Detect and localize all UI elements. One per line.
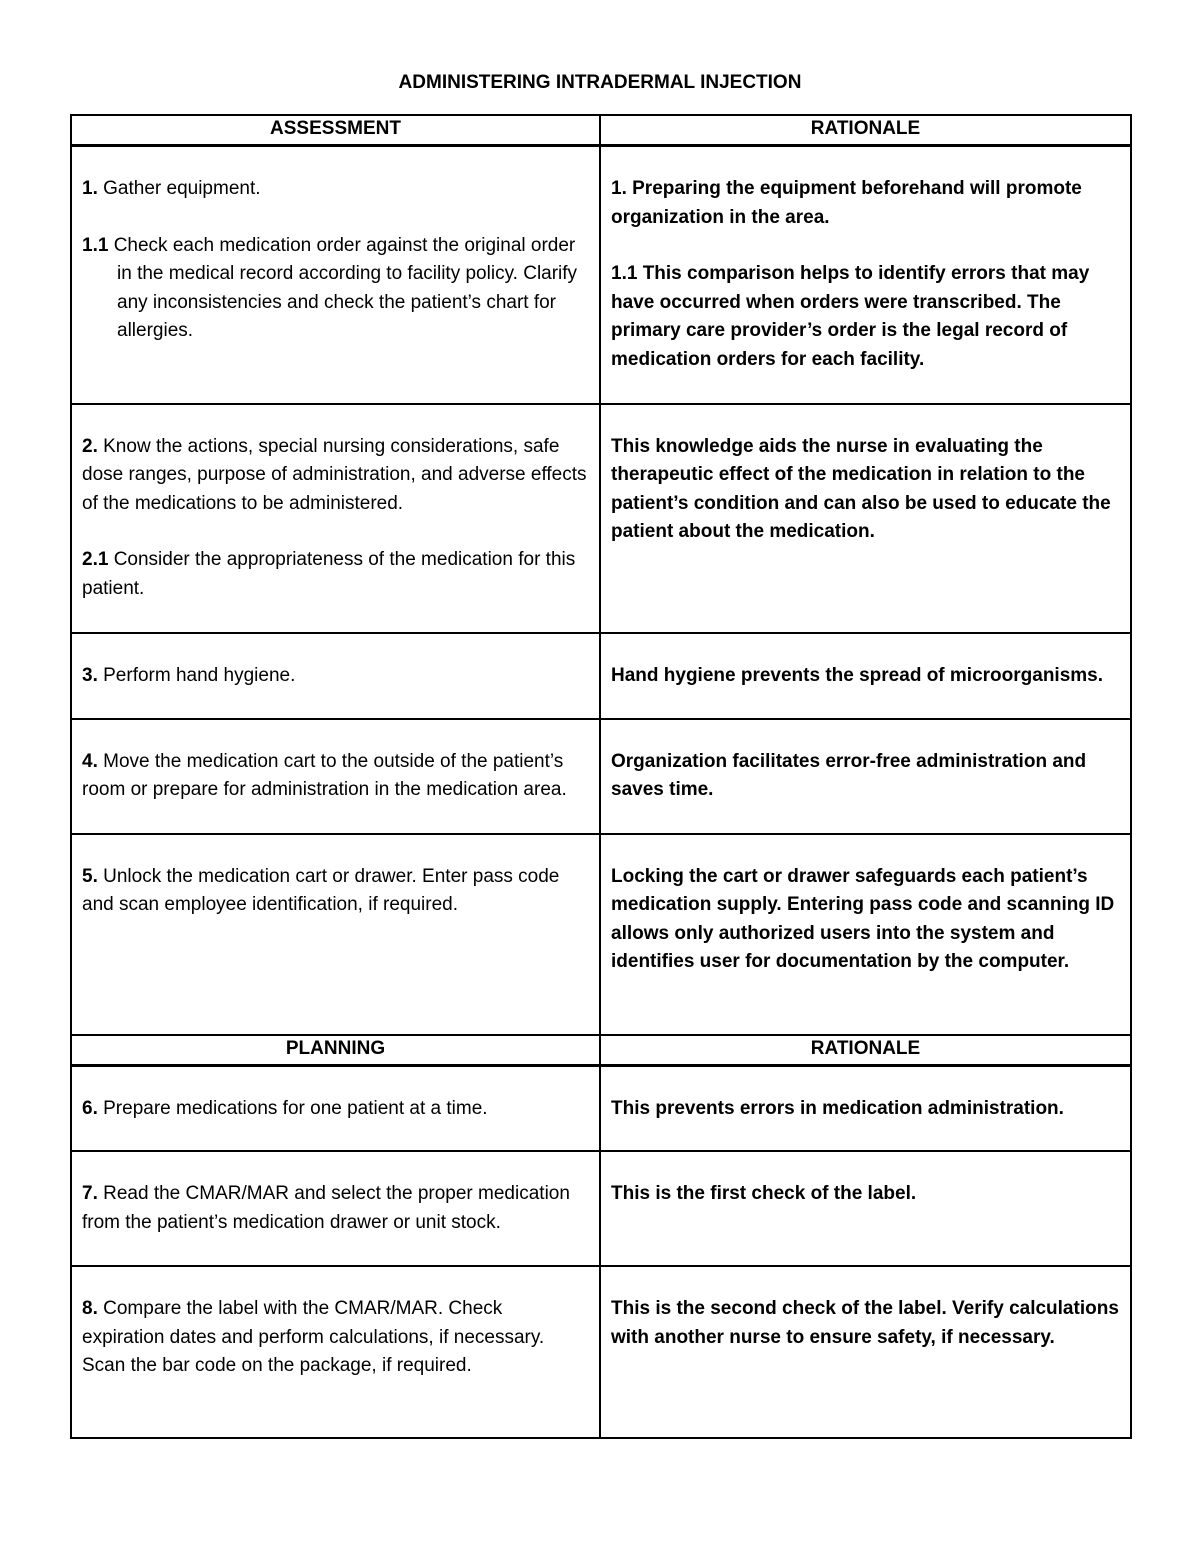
rationale-text: Organization facilitates error-free administration and saves time. [611, 750, 1087, 801]
step-cell [71, 834, 600, 1035]
table-row [71, 404, 1131, 633]
step-number: 3. [82, 664, 98, 686]
rationale-text: This is the second check of the label. Verify calculations with another nurse to ensure safety, if necessary. [611, 1298, 1119, 1348]
header-planning: PLANNING [71, 1035, 600, 1066]
step-text: Move the medication cart to the outside of the patient’s room or prepare for administration in the medication area. [82, 750, 567, 801]
step-text: Gather equipment. [97, 178, 261, 199]
substep-number: 2.1 [82, 549, 109, 571]
rationale-text: This prevents errors in medication administration. [611, 1097, 1064, 1119]
step-number: 1. [82, 178, 98, 199]
table-row [71, 834, 1131, 1035]
step-number: 2. [82, 435, 98, 457]
header-rationale: RATIONALE [600, 1035, 1131, 1066]
rationale-cell [600, 633, 1131, 719]
table-row [71, 1151, 1131, 1266]
step-number: 8. [82, 1298, 98, 1319]
substep-rationale-text: 1.1 This comparison helps to identify errors that may have occurred when orders were transcribed. The primary care provider’s order is the legal record of medication orders for each facility. [611, 263, 1090, 370]
substep-number: 1.1 [82, 234, 109, 256]
step-text: Prepare medications for one patient at a time. [97, 1097, 488, 1119]
rationale-cell [600, 146, 1131, 404]
step-cell [71, 1151, 600, 1266]
rationale-text: Locking the cart or drawer safeguards each patient’s medication supply. Entering pass code and scanning ID allows only authorized users into the system and identifies user for documentation by the computer. [611, 865, 1115, 973]
rationale-cell [600, 1266, 1131, 1438]
step-cell [71, 719, 600, 834]
rationale-text: Hand hygiene prevents the spread of microorganisms. [611, 664, 1104, 686]
section-header-assessment [71, 115, 1131, 146]
step-text: Read the CMAR/MAR and select the proper medication from the patient’s medication drawer or unit stock. [82, 1183, 570, 1233]
substep-text: Consider the appropriateness of the medication for this patient. [82, 549, 576, 599]
step-text: Perform hand hygiene. [97, 664, 296, 686]
rationale-text: This knowledge aids the nurse in evaluating the therapeutic effect of the medication in relation to the patient’s condition and can also be used to educate the patient about the medication. [611, 435, 1111, 543]
table-row [71, 1266, 1131, 1438]
step-cell [71, 633, 600, 719]
rationale-text: 1. Preparing the equipment beforehand will promote organization in the area. [611, 178, 1082, 228]
substep-text: Check each medication order against the original order in the medical record according to facility policy. Clarify any inconsistencies and check the patient’s chart for allergies. [108, 234, 578, 342]
table-row [71, 1065, 1131, 1151]
rationale-text: This is the first check of the label. [611, 1183, 917, 1204]
step-number: 6. [82, 1097, 98, 1119]
rationale-cell [600, 1065, 1131, 1151]
step-cell [71, 1266, 600, 1438]
section-header-planning [71, 1035, 1131, 1066]
header-rationale: RATIONALE [600, 115, 1131, 146]
step-number: 4. [82, 750, 98, 772]
rationale-cell [600, 1151, 1131, 1266]
step-number: 5. [82, 865, 98, 887]
table-row [71, 719, 1131, 834]
step-text: Unlock the medication cart or drawer. Enter pass code and scan employee identification, if required. [82, 865, 560, 916]
step-text: Know the actions, special nursing considerations, safe dose ranges, purpose of administration, and adverse effects of the medications to be administered. [82, 435, 587, 514]
step-cell [71, 146, 600, 404]
step-cell [71, 404, 600, 633]
step-number: 7. [82, 1183, 98, 1204]
header-assessment: ASSESSMENT [71, 115, 600, 146]
document-title: ADMINISTERING INTRADERMAL INJECTION [398, 72, 802, 93]
rationale-cell [600, 404, 1131, 633]
procedure-table [70, 114, 1132, 1439]
step-cell [71, 1065, 600, 1151]
table-row [71, 633, 1131, 719]
rationale-cell [600, 719, 1131, 834]
step-text: Compare the label with the CMAR/MAR. Check expiration dates and perform calculations, if necessary. Scan the bar code on the package, if required. [82, 1298, 545, 1377]
table-row [71, 146, 1131, 404]
rationale-cell [600, 834, 1131, 1035]
